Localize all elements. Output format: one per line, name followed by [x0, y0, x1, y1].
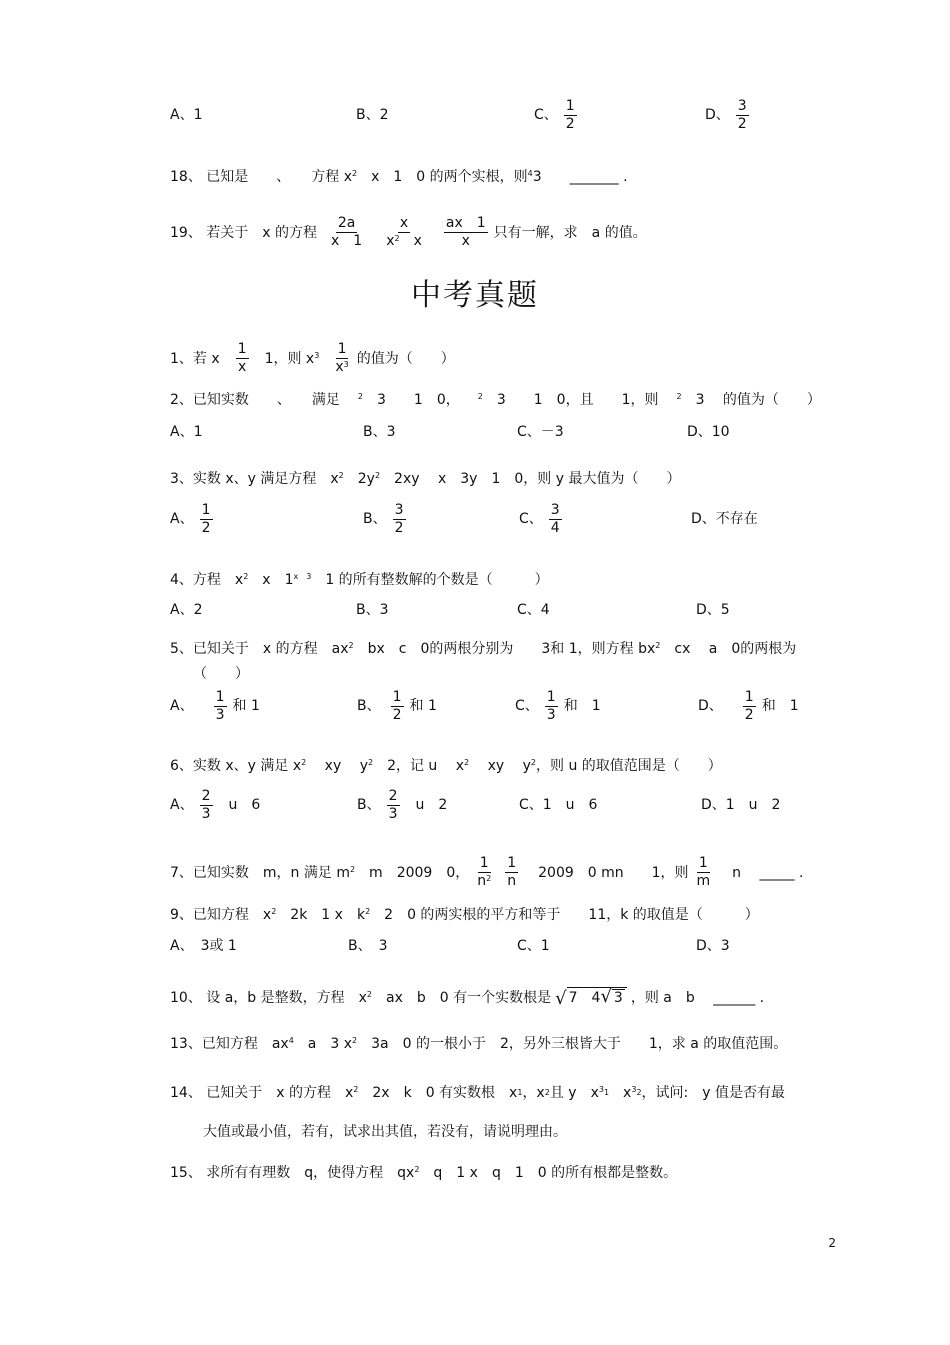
- text: u 6: [228, 797, 261, 813]
- radical-sign-icon: √: [555, 988, 567, 1009]
- fraction: [743, 689, 756, 724]
- option-d: [705, 98, 755, 133]
- superscript: 2: [655, 641, 661, 650]
- superscript: 2: [464, 758, 470, 767]
- text: 5、已知关于 x 的方程 ax: [170, 641, 349, 657]
- superscript: 2: [349, 864, 356, 874]
- text: 和 1: [409, 698, 437, 714]
- denominator: 3: [546, 706, 556, 723]
- question-18: [170, 167, 850, 187]
- exam-question-10: [170, 987, 850, 1008]
- denominator: 2: [392, 706, 402, 723]
- fraction: [695, 855, 713, 890]
- superscript: 2: [301, 758, 307, 767]
- text: 14、 已知关于 x 的方程 x: [170, 1085, 354, 1101]
- option-label: B、: [357, 797, 381, 813]
- text: 2、已知实数 、 满足: [170, 392, 340, 408]
- option-label: D、: [698, 698, 723, 714]
- denominator: 3: [215, 706, 225, 723]
- exam-question-14: [170, 1083, 850, 1103]
- square-root: [555, 987, 627, 1008]
- radical-sign-icon: √: [600, 986, 612, 1007]
- exam-question-5: [170, 639, 850, 659]
- superscript: 2: [357, 392, 364, 401]
- text: 大值或最小值，若有，试求出其值，若没有，请说明理由。: [203, 1124, 567, 1140]
- exam-question-4: [170, 570, 850, 590]
- denominator: n: [507, 873, 517, 889]
- text: 7 4: [568, 990, 601, 1006]
- superscript: 2: [352, 1036, 358, 1045]
- numerator: 1: [215, 688, 225, 705]
- page-number: 2: [828, 1236, 836, 1250]
- text: 3 的值为（ ）: [681, 392, 821, 408]
- option-b: B、3: [363, 424, 396, 440]
- numerator: 3: [550, 501, 560, 518]
- superscript: 2: [338, 471, 344, 480]
- numerator: 2: [388, 787, 398, 804]
- text: x: [399, 233, 422, 249]
- text: 3: [613, 990, 623, 1006]
- text: 和 1: [761, 698, 799, 714]
- fraction: [214, 689, 227, 724]
- denominator: [475, 873, 493, 890]
- denominator: 2: [565, 115, 575, 132]
- text: ，则 a b ______ .: [630, 989, 765, 1006]
- option-b: B、2: [356, 107, 389, 123]
- numerator: 1: [565, 97, 575, 114]
- text: xy y: [469, 758, 531, 774]
- fraction: [545, 689, 558, 724]
- option-d: D、1 u 2: [701, 797, 781, 813]
- numerator: ax 1: [445, 215, 486, 231]
- superscript: 3: [343, 360, 349, 369]
- text: 和 1: [563, 698, 601, 714]
- fraction: [200, 788, 213, 823]
- numerator: 1: [546, 688, 556, 705]
- exam-question-3: [170, 469, 850, 489]
- numerator: 1: [392, 688, 402, 705]
- numerator: 2a: [337, 215, 356, 231]
- fraction: [236, 341, 249, 376]
- text: 1、若 x: [170, 350, 220, 367]
- denominator: 4: [550, 519, 560, 536]
- option-label: C、: [515, 698, 539, 714]
- option-a: [170, 502, 219, 537]
- text: 1，则 x: [264, 350, 315, 367]
- numerator: 3: [394, 501, 404, 518]
- superscript: 4: [288, 1036, 294, 1045]
- fraction: [444, 215, 488, 250]
- section-title: 中考真题: [411, 278, 539, 313]
- text: 13、已知方程 ax: [170, 1036, 289, 1052]
- text: a 3 x: [293, 1036, 353, 1052]
- text: bx c 0的两根分别为 3和 1，则方程 bx: [353, 641, 656, 657]
- option-label: B、: [357, 698, 381, 714]
- text: 3 1 0，且 1，则: [482, 392, 659, 408]
- exam-question-6: [170, 756, 850, 776]
- numerator: 1: [337, 341, 347, 357]
- text: 2xy x 3y 1 0，则 y 最大值为（ ）: [380, 471, 681, 487]
- text: 2x k 0 有实数根 x: [358, 1085, 518, 1101]
- exam-question-9: [170, 905, 850, 925]
- text: ，则 u 的取值范围是（ ）: [536, 758, 722, 774]
- fraction: [391, 689, 404, 724]
- numerator: 1: [237, 341, 247, 357]
- superscript: 2: [353, 1085, 359, 1094]
- exam-question-2: [170, 390, 850, 410]
- subscript: 1: [517, 1088, 523, 1097]
- exam-question-15: [170, 1163, 850, 1183]
- question-19: [170, 215, 850, 250]
- text: 2，记 u x: [373, 758, 465, 774]
- fraction: [333, 341, 350, 376]
- radicand: [567, 987, 627, 1008]
- text: 3 _______ .: [532, 169, 628, 185]
- option-c: C、4: [517, 602, 550, 618]
- fraction: [475, 855, 493, 890]
- text: u 2: [415, 797, 448, 813]
- option-c: [534, 98, 583, 133]
- superscript: 2: [486, 874, 492, 883]
- superscript: 3: [598, 1085, 604, 1094]
- superscript: 2: [365, 907, 371, 916]
- text: n: [477, 873, 487, 889]
- text: 2k 1 x k: [276, 907, 366, 923]
- option-a: A、1: [170, 424, 203, 440]
- superscript: 2: [348, 641, 354, 650]
- option-c: [515, 689, 601, 724]
- text: 15、 求所有有理数 q，使得方程 qx: [170, 1165, 415, 1181]
- subscript: 2: [636, 1088, 642, 1097]
- denominator: [333, 359, 350, 376]
- text: 且 y x: [549, 1085, 599, 1101]
- text: 6、实数 x、y 满足 x: [170, 758, 302, 774]
- denominator: 3: [388, 805, 398, 822]
- option-c: C、1 u 6: [519, 797, 598, 813]
- option-a: [170, 788, 260, 823]
- numerator: 1: [479, 855, 489, 871]
- text: m 2009 0，: [355, 864, 470, 881]
- text: x: [386, 233, 395, 249]
- denominator: 2: [744, 706, 754, 723]
- denominator: 2: [737, 115, 747, 132]
- superscript: 3: [631, 1085, 637, 1094]
- text: 3a 0 的一根小于 2，另外三根皆大于 1，求 a 的取值范围。: [357, 1036, 788, 1052]
- numerator: 1: [201, 501, 211, 518]
- option-a: A、2: [170, 602, 203, 618]
- superscript: x 3: [293, 572, 312, 581]
- option-d: D、5: [696, 602, 730, 618]
- superscript: 2: [352, 169, 358, 178]
- denominator: [384, 233, 424, 250]
- denominator: 2: [201, 519, 211, 536]
- option-b: [357, 689, 437, 724]
- text: 1 的所有整数解的个数是（ ）: [311, 572, 549, 588]
- option-d: D、10: [687, 424, 730, 440]
- subscript: 1: [603, 1088, 610, 1097]
- text: 的值为（ ）: [356, 350, 455, 367]
- fraction: [505, 855, 518, 890]
- exam-question-5-paren: [193, 664, 850, 684]
- superscript: 2: [243, 572, 249, 581]
- superscript: 2: [477, 392, 483, 401]
- text: 4、方程 x: [170, 572, 244, 588]
- option-d: D、3: [696, 938, 730, 954]
- fraction: [564, 98, 577, 133]
- fraction: [329, 215, 364, 250]
- option-b: [357, 788, 447, 823]
- superscript: 2: [374, 471, 381, 480]
- exam-question-7: [170, 855, 850, 890]
- denominator: x: [237, 359, 247, 375]
- text: ，试问: y 值是否有最: [641, 1085, 785, 1101]
- fraction: [549, 502, 562, 537]
- numerator: 1: [698, 855, 708, 871]
- superscript: 3: [314, 350, 320, 360]
- denominator: 3: [201, 805, 211, 822]
- option-a: [170, 689, 260, 724]
- exam-question-1: [170, 341, 850, 376]
- fraction: [200, 502, 213, 537]
- text: x: [609, 1085, 632, 1101]
- option-label: A、: [170, 698, 194, 714]
- option-b: B、 3: [348, 938, 388, 954]
- denominator: x 1: [331, 233, 363, 249]
- text: 2 0 的两实根的平方和等于 11，k 的取值是（ ）: [370, 907, 759, 923]
- fraction: [384, 215, 424, 250]
- exam-question-13: [170, 1034, 850, 1054]
- text: x 1 0 的两个实根，则: [357, 169, 528, 185]
- text: 3 1 0，: [363, 392, 460, 408]
- denominator: 2: [394, 519, 404, 536]
- option-d: [698, 689, 799, 724]
- superscript: 2: [367, 758, 374, 767]
- option-c: [519, 502, 568, 537]
- option-b: B、3: [356, 602, 389, 618]
- numerator: 1: [744, 688, 754, 705]
- text: n _____ .: [718, 864, 804, 881]
- text: 18、 已知是 、 方程 x: [170, 169, 352, 185]
- text: ，x: [522, 1085, 545, 1101]
- text: 10、 设 a，b 是整数，方程 x: [170, 989, 367, 1006]
- option-a: A、 3或 1: [170, 938, 237, 954]
- fraction: [387, 788, 400, 823]
- subscript: 2: [544, 1088, 550, 1097]
- text: 19、 若关于 x 的方程: [170, 224, 317, 241]
- text: 2009 0 mn 1，则: [524, 864, 689, 881]
- text: xy y: [306, 758, 368, 774]
- option-c: C、－3: [517, 424, 564, 440]
- superscript: 2: [394, 234, 400, 243]
- option-c: C、1: [517, 938, 550, 954]
- superscript: 2: [366, 989, 373, 999]
- text: 3、实数 x、y 满足方程 x: [170, 471, 339, 487]
- superscript: 2: [271, 907, 277, 916]
- text: 和 1: [232, 698, 260, 714]
- denominator: m: [696, 873, 711, 889]
- option-label: B、: [363, 511, 387, 527]
- text: cx a 0的两根为: [660, 641, 797, 657]
- option-d-label: D、: [705, 107, 730, 123]
- text: 2y: [343, 471, 375, 487]
- option-a: A、1: [170, 107, 203, 123]
- option-d: D、不存在: [691, 511, 758, 527]
- option-c-label: C、: [534, 107, 558, 123]
- text: （ ）: [193, 666, 249, 682]
- numerator: x: [399, 215, 409, 231]
- option-label: A、: [170, 797, 194, 813]
- numerator: 2: [201, 787, 211, 804]
- superscript: 2: [676, 392, 682, 401]
- superscript: 2: [414, 1165, 420, 1174]
- fraction: [393, 502, 406, 537]
- text: 7、已知实数 m，n 满足 m: [170, 864, 350, 881]
- option-b: [363, 502, 412, 537]
- fraction: [736, 98, 749, 133]
- text: 只有一解，求 a 的值。: [493, 224, 647, 241]
- text: 9、已知方程 x: [170, 907, 272, 923]
- text: q 1 x q 1 0 的所有根都是整数。: [419, 1165, 678, 1181]
- numerator: 1: [507, 855, 517, 871]
- numerator: 3: [737, 97, 747, 114]
- exam-question-14-cont: [203, 1122, 850, 1142]
- superscript: 2: [530, 758, 536, 767]
- text: x: [335, 359, 344, 375]
- text: x 1: [248, 572, 294, 588]
- option-label: C、: [519, 511, 543, 527]
- text: ax b 0 有一个实数根是: [372, 989, 552, 1006]
- denominator: x: [461, 233, 470, 249]
- option-label: A、: [170, 511, 194, 527]
- superscript: 4: [527, 169, 533, 178]
